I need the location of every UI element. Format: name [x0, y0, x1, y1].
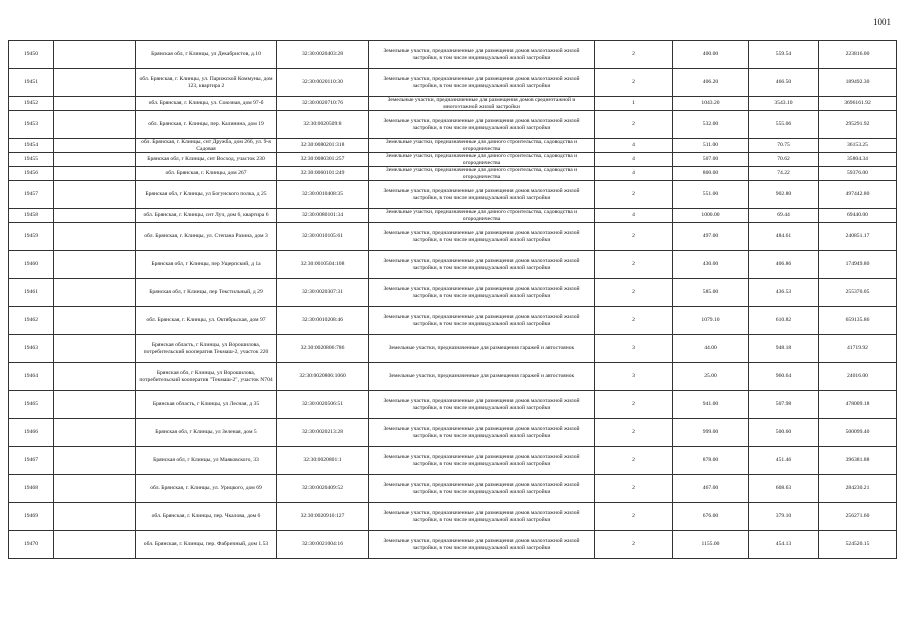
cadastral-value-cell: 69440.00	[819, 209, 897, 223]
cadastral-value-cell: 500099.40	[819, 419, 897, 447]
group-cell: 2	[595, 41, 673, 69]
table-row	[9, 181, 897, 209]
table-row	[9, 69, 897, 97]
cadastral-value-cell: 189492.30	[819, 69, 897, 97]
cadastral-value-cell: 396381.88	[819, 447, 897, 475]
spacer-cell	[54, 447, 136, 475]
area-cell: 44.00	[673, 335, 749, 363]
specific-value-cell: 466.50	[749, 69, 819, 97]
land-use-cell: Земельные участки, предназначенные для размещения домов малоэтажной жилой застройки, в том числе индивидуальной жилой застройки	[369, 69, 595, 97]
row-number-cell: 19457	[9, 181, 54, 209]
area-cell: 430.00	[673, 251, 749, 279]
group-cell: 2	[595, 279, 673, 307]
row-number-cell: 19465	[9, 391, 54, 419]
row-number-cell: 19462	[9, 307, 54, 335]
area-cell: 585.00	[673, 279, 749, 307]
table-row	[9, 279, 897, 307]
table-row	[9, 531, 897, 559]
land-use-cell: Земельные участки, предназначенные для размещения домов малоэтажной жилой застройки, в том числе индивидуальной жилой застройки	[369, 181, 595, 209]
cadastral-value-cell: 497442.80	[819, 181, 897, 209]
cadastral-value-cell: 24016.00	[819, 363, 897, 391]
cadastral-value-cell: 240851.17	[819, 223, 897, 251]
cadastral-number-cell: 32:30:0020110:30	[277, 69, 369, 97]
group-cell: 2	[595, 503, 673, 531]
cadastral-number-cell: 32:30:0080301:257	[277, 153, 369, 167]
spacer-cell	[54, 97, 136, 111]
area-cell: 532.00	[673, 111, 749, 139]
cadastral-value-cell: 255370.05	[819, 279, 897, 307]
row-number-cell: 19453	[9, 111, 54, 139]
address-cell: обл. Брянская, г. Клинцы, ул. Урицкого, дом 69	[136, 475, 277, 503]
group-cell: 2	[595, 447, 673, 475]
specific-value-cell: 451.46	[749, 447, 819, 475]
table-row	[9, 251, 897, 279]
cadastral-number-cell: 32:30:0020509:8	[277, 111, 369, 139]
area-cell: 497.00	[673, 223, 749, 251]
address-cell: обл. Брянская, г. Клинцы, ул. Степана Разина, дом 3	[136, 223, 277, 251]
cadastral-value-cell: 478009.18	[819, 391, 897, 419]
spacer-cell	[54, 139, 136, 153]
row-number-cell: 19458	[9, 209, 54, 223]
spacer-cell	[54, 391, 136, 419]
address-cell: обл. Брянская, г. Клинцы, пер. Чкалова, дом 6	[136, 503, 277, 531]
area-cell: 1079.10	[673, 307, 749, 335]
area-cell: 467.00	[673, 475, 749, 503]
land-use-cell: Земельные участки, предназначенные для дачного строительства, садоводства и огородничества	[369, 167, 595, 181]
page-number: 1001	[873, 17, 891, 27]
area-cell: 676.00	[673, 503, 749, 531]
land-use-cell: Земельные участки, предназначенные для размещения домов малоэтажной жилой застройки, в том числе индивидуальной жилой застройки	[369, 279, 595, 307]
cadastral-number-cell: 32:30:0010408:35	[277, 181, 369, 209]
address-cell: обл. Брянская, г. Клинцы, ул. Октябрьская, дом 97	[136, 307, 277, 335]
specific-value-cell: 70.62	[749, 153, 819, 167]
spacer-cell	[54, 335, 136, 363]
address-cell: Брянская обл, г Клинцы, ул Декабристов, д.10	[136, 41, 277, 69]
cadastral-value-cell: 3696161.92	[819, 97, 897, 111]
cadastral-number-cell: 32:30:0020213:28	[277, 419, 369, 447]
spacer-cell	[54, 181, 136, 209]
spacer-cell	[54, 153, 136, 167]
address-cell: обл. Брянская, г. Клинцы, снт Луч, дом 6, квартира 6	[136, 209, 277, 223]
area-cell: 25.00	[673, 363, 749, 391]
cadastral-number-cell: 32:30:0020409:52	[277, 475, 369, 503]
cadastral-number-cell: 32:30:0020403:28	[277, 41, 369, 69]
land-use-cell: Земельные участки, предназначенные для размещения домов малоэтажной жилой застройки, в том числе индивидуальной жилой застройки	[369, 111, 595, 139]
table-row	[9, 447, 897, 475]
group-cell: 3	[595, 335, 673, 363]
address-cell: Брянская обл, г Клинцы, ул Ворошилова, потребительский кооператив "Текмаш-2", участок N704	[136, 363, 277, 391]
table-row	[9, 209, 897, 223]
address-cell: Брянская обл, г Клинцы, пер Текстильный, д 29	[136, 279, 277, 307]
cadastral-value-cell: 284230.21	[819, 475, 897, 503]
cadastral-number-cell: 32:30:0010105:61	[277, 223, 369, 251]
group-cell: 4	[595, 209, 673, 223]
area-cell: 1155.00	[673, 531, 749, 559]
address-cell: Брянская область, г Клинцы, ул Лесная, д 35	[136, 391, 277, 419]
area-cell: 800.00	[673, 167, 749, 181]
area-cell: 999.00	[673, 419, 749, 447]
table-row	[9, 503, 897, 531]
group-cell: 2	[595, 69, 673, 97]
address-cell: обл. Брянская, г. Клинцы, пер. Калинина, дом 19	[136, 111, 277, 139]
group-cell: 2	[595, 531, 673, 559]
specific-value-cell: 960.64	[749, 363, 819, 391]
area-cell: 551.00	[673, 181, 749, 209]
cadastral-number-cell: 32:30:0080201:318	[277, 139, 369, 153]
land-use-cell: Земельные участки, предназначенные для размещения гаражей и автостоянок	[369, 335, 595, 363]
cadastral-number-cell: 32:30:0010504:108	[277, 251, 369, 279]
group-cell: 4	[595, 139, 673, 153]
cadastral-number-cell: 32:30:0080101:34	[277, 209, 369, 223]
spacer-cell	[54, 209, 136, 223]
specific-value-cell: 436.53	[749, 279, 819, 307]
table-row	[9, 307, 897, 335]
group-cell: 2	[595, 419, 673, 447]
land-use-cell: Земельные участки, предназначенные для размещения домов малоэтажной жилой застройки, в том числе индивидуальной жилой застройки	[369, 475, 595, 503]
specific-value-cell: 379.10	[749, 503, 819, 531]
land-use-cell: Земельные участки, предназначенные для размещения домов среднеэтажной и многоэтажной жилой застройки	[369, 97, 595, 111]
address-cell: обл. Брянская, г. Клинцы, ул. Союзная, дом 97-б	[136, 97, 277, 111]
table-body	[9, 41, 897, 559]
land-use-cell: Земельные участки, предназначенные для размещения домов малоэтажной жилой застройки, в том числе индивидуальной жилой застройки	[369, 503, 595, 531]
table-row	[9, 475, 897, 503]
specific-value-cell: 406.86	[749, 251, 819, 279]
group-cell: 2	[595, 111, 673, 139]
land-use-cell: Земельные участки, предназначенные для размещения домов малоэтажной жилой застройки, в том числе индивидуальной жилой застройки	[369, 223, 595, 251]
cadastral-value-cell: 223816.00	[819, 41, 897, 69]
specific-value-cell: 69.44	[749, 209, 819, 223]
table-row	[9, 419, 897, 447]
spacer-cell	[54, 223, 136, 251]
cadastral-value-cell: 174949.80	[819, 251, 897, 279]
spacer-cell	[54, 503, 136, 531]
cadastral-value-cell: 41719.92	[819, 335, 897, 363]
land-use-cell: Земельные участки, предназначенные для дачного строительства, садоводства и огородничества	[369, 139, 595, 153]
cadastral-value-cell: 256271.60	[819, 503, 897, 531]
area-cell: 1043.20	[673, 97, 749, 111]
land-use-cell: Земельные участки, предназначенные для дачного строительства, садоводства и огородничества	[369, 209, 595, 223]
specific-value-cell: 555.06	[749, 111, 819, 139]
row-number-cell: 19470	[9, 531, 54, 559]
land-use-cell: Земельные участки, предназначенные для размещения домов малоэтажной жилой застройки, в том числе индивидуальной жилой застройки	[369, 531, 595, 559]
specific-value-cell: 559.54	[749, 41, 819, 69]
spacer-cell	[54, 531, 136, 559]
cadastral-value-cell: 524520.15	[819, 531, 897, 559]
specific-value-cell: 948.18	[749, 335, 819, 363]
address-cell: Брянская обл, г Клинцы, ул Маяковского, 33	[136, 447, 277, 475]
row-number-cell: 19463	[9, 335, 54, 363]
spacer-cell	[54, 251, 136, 279]
cadastral-number-cell: 32:30:0020806:786	[277, 335, 369, 363]
land-use-cell: Земельные участки, предназначенные для дачного строительства, садоводства и огородничества	[369, 153, 595, 167]
table-row	[9, 335, 897, 363]
table-row	[9, 41, 897, 69]
cadastral-number-cell: 32:30:0060101:249	[277, 167, 369, 181]
spacer-cell	[54, 111, 136, 139]
address-cell: Брянская обл, г Клинцы, пер Ущерпский, д 1а	[136, 251, 277, 279]
specific-value-cell: 74.22	[749, 167, 819, 181]
area-cell: 878.00	[673, 447, 749, 475]
spacer-cell	[54, 363, 136, 391]
group-cell: 1	[595, 97, 673, 111]
table-row	[9, 153, 897, 167]
spacer-cell	[54, 307, 136, 335]
table-row	[9, 97, 897, 111]
row-number-cell: 19469	[9, 503, 54, 531]
table-row	[9, 363, 897, 391]
group-cell: 2	[595, 181, 673, 209]
specific-value-cell: 3543.10	[749, 97, 819, 111]
address-cell: Брянская обл, г Клинцы, снт Восход, участок 230	[136, 153, 277, 167]
cadastral-number-cell: 32:30:0020806:1060	[277, 363, 369, 391]
row-number-cell: 19452	[9, 97, 54, 111]
row-number-cell: 19467	[9, 447, 54, 475]
group-cell: 2	[595, 251, 673, 279]
land-use-cell: Земельные участки, предназначенные для размещения домов малоэтажной жилой застройки, в том числе индивидуальной жилой застройки	[369, 41, 595, 69]
area-cell: 1000.00	[673, 209, 749, 223]
land-use-cell: Земельные участки, предназначенные для размещения домов малоэтажной жилой застройки, в том числе индивидуальной жилой застройки	[369, 419, 595, 447]
area-cell: 511.00	[673, 139, 749, 153]
address-cell: обл. Брянская, г. Клинцы, ул. Парижской Коммуны, дом 123, квартира 2	[136, 69, 277, 97]
address-cell: обл. Брянская, г. Клинцы, дом 267	[136, 167, 277, 181]
row-number-cell: 19454	[9, 139, 54, 153]
land-use-cell: Земельные участки, предназначенные для размещения домов малоэтажной жилой застройки, в том числе индивидуальной жилой застройки	[369, 391, 595, 419]
spacer-cell	[54, 167, 136, 181]
address-cell: Брянская обл, г Клинцы, ул Зеленая, дом 5	[136, 419, 277, 447]
specific-value-cell: 500.60	[749, 419, 819, 447]
area-cell: 400.00	[673, 41, 749, 69]
specific-value-cell: 608.63	[749, 475, 819, 503]
row-number-cell: 19451	[9, 69, 54, 97]
cadastral-value-cell: 59376.00	[819, 167, 897, 181]
address-cell: Брянская область, г Клинцы, ул Ворошилова, потребительский кооператив Текмаш-2, участок 220	[136, 335, 277, 363]
address-cell: обл. Брянская, г. Клинцы, снт Дружба, дом 266, ул. 9-я Садовая	[136, 139, 277, 153]
cadastral-value-cell: 36153.25	[819, 139, 897, 153]
land-use-cell: Земельные участки, предназначенные для размещения домов малоэтажной жилой застройки, в том числе индивидуальной жилой застройки	[369, 447, 595, 475]
group-cell: 4	[595, 153, 673, 167]
row-number-cell: 19456	[9, 167, 54, 181]
land-use-cell: Земельные участки, предназначенные для размещения гаражей и автостоянок	[369, 363, 595, 391]
group-cell: 2	[595, 475, 673, 503]
cadastral-number-cell: 32:30:0020801:1	[277, 447, 369, 475]
specific-value-cell: 902.80	[749, 181, 819, 209]
row-number-cell: 19460	[9, 251, 54, 279]
spacer-cell	[54, 69, 136, 97]
cadastral-value-table	[8, 40, 897, 559]
cadastral-number-cell: 32:30:0020506:51	[277, 391, 369, 419]
cadastral-number-cell: 32:30:0020910:127	[277, 503, 369, 531]
spacer-cell	[54, 41, 136, 69]
row-number-cell: 19450	[9, 41, 54, 69]
land-use-cell: Земельные участки, предназначенные для размещения домов малоэтажной жилой застройки, в том числе индивидуальной жилой застройки	[369, 307, 595, 335]
specific-value-cell: 70.75	[749, 139, 819, 153]
area-cell: 406.20	[673, 69, 749, 97]
table-row	[9, 111, 897, 139]
group-cell: 3	[595, 363, 673, 391]
spacer-cell	[54, 419, 136, 447]
group-cell: 2	[595, 307, 673, 335]
group-cell: 2	[595, 391, 673, 419]
specific-value-cell: 484.61	[749, 223, 819, 251]
land-use-cell: Земельные участки, предназначенные для размещения домов малоэтажной жилой застройки, в том числе индивидуальной жилой застройки	[369, 251, 595, 279]
group-cell: 2	[595, 223, 673, 251]
spacer-cell	[54, 279, 136, 307]
cadastral-number-cell: 32:30:0020710:76	[277, 97, 369, 111]
cadastral-number-cell: 32:30:0020307:31	[277, 279, 369, 307]
table-row	[9, 167, 897, 181]
cadastral-value-cell: 659135.86	[819, 307, 897, 335]
table-row	[9, 139, 897, 153]
cadastral-number-cell: 32:30:0010208:46	[277, 307, 369, 335]
table-row	[9, 391, 897, 419]
area-cell: 507.00	[673, 153, 749, 167]
row-number-cell: 19455	[9, 153, 54, 167]
specific-value-cell: 610.82	[749, 307, 819, 335]
row-number-cell: 19459	[9, 223, 54, 251]
group-cell: 4	[595, 167, 673, 181]
address-cell: обл. Брянская, г. Клинцы, пер. Фабричный, дом 1.53	[136, 531, 277, 559]
row-number-cell: 19461	[9, 279, 54, 307]
spacer-cell	[54, 475, 136, 503]
specific-value-cell: 454.13	[749, 531, 819, 559]
row-number-cell: 19468	[9, 475, 54, 503]
row-number-cell: 19464	[9, 363, 54, 391]
area-cell: 941.00	[673, 391, 749, 419]
cadastral-value-cell: 295291.92	[819, 111, 897, 139]
row-number-cell: 19466	[9, 419, 54, 447]
cadastral-number-cell: 32:30:0021004:16	[277, 531, 369, 559]
specific-value-cell: 507.98	[749, 391, 819, 419]
cadastral-value-cell: 35804.34	[819, 153, 897, 167]
address-cell: Брянская обл, г Клинцы, ул Богунского полка, д 25	[136, 181, 277, 209]
table-row	[9, 223, 897, 251]
